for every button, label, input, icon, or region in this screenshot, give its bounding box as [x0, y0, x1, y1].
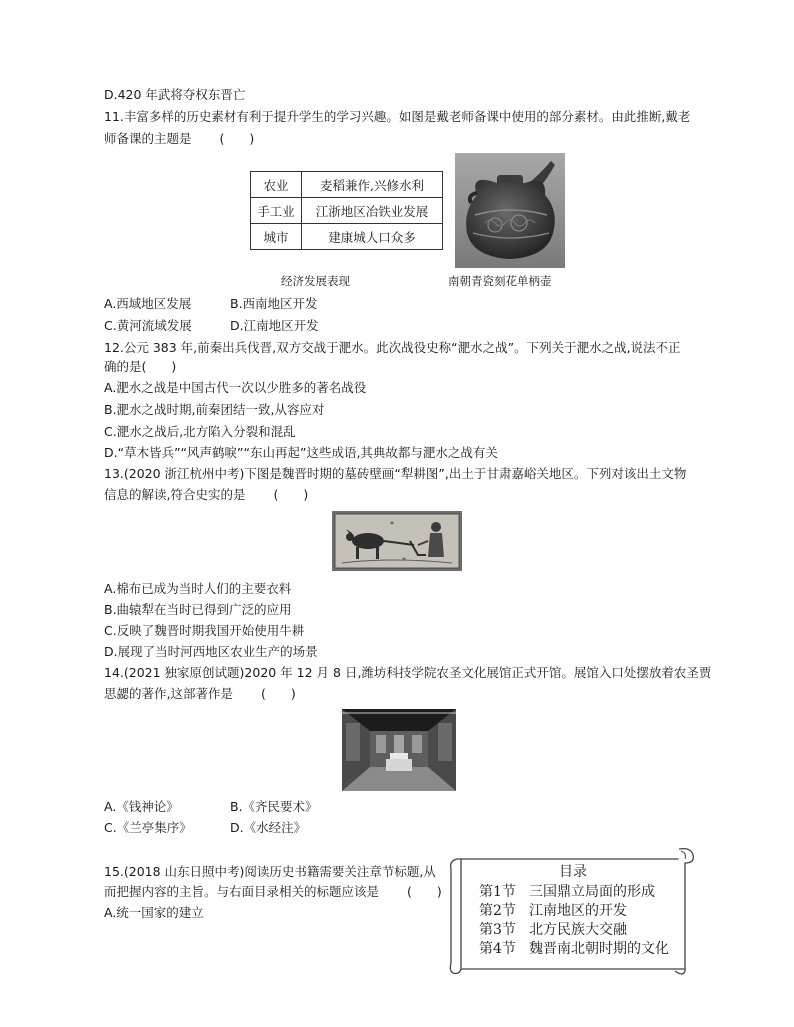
q14-stem-line2: 思勰的著作,这部著作是 ( ) [104, 686, 296, 701]
celadon-pot-image [455, 153, 565, 268]
table-cell-key: 城市 [251, 224, 302, 250]
q11-option-b: B.西南地区开发 [230, 296, 318, 311]
toc-item-title: 魏晋南北朝时期的文化 [529, 941, 669, 957]
q11-stem-line1: 11.丰富多样的历史素材有利于提升学生的学习兴趣。如图是戴老师备课中使用的部分素材。由此推断,戴老 [104, 109, 691, 124]
table-cell-value: 建康城人口众多 [302, 224, 443, 250]
toc-title: 目录 [559, 864, 587, 880]
q11-option-d: D.江南地区开发 [230, 318, 319, 333]
q13-option-b: B.曲辕犁在当时已得到广泛的应用 [104, 602, 292, 617]
q15-option-a: A.统一国家的建立 [104, 905, 204, 920]
toc-item-number: 第3节 [479, 922, 516, 938]
table-row [251, 224, 443, 250]
q15-stem-line2: 而把握内容的主旨。与右面目录相关的标题应该是 ( ) [104, 884, 442, 899]
q13-stem-line2: 信息的解读,符合史实的是 ( ) [104, 487, 309, 502]
exhibition-hall-image [342, 709, 456, 791]
q12-option-d: D.“草木皆兵”“风声鹤唳”“东山再起”这些成语,其典故都与淝水之战有关 [104, 445, 498, 460]
q14-option-b: B.《齐民要术》 [230, 799, 318, 814]
table-row [251, 198, 443, 224]
q11-option-a: A.西域地区发展 [104, 296, 192, 311]
q11-economy-table [250, 171, 443, 250]
q13-option-d: D.展现了当时河西地区农业生产的场景 [104, 644, 318, 659]
table-cell-key: 农业 [251, 172, 302, 198]
q10-option-d: D.420 年武将夺权东晋亡 [104, 87, 246, 102]
toc-item [479, 881, 655, 901]
q14-option-c: C.《兰亭集序》 [104, 820, 192, 835]
q11-option-c: C.黄河流域发展 [104, 318, 192, 333]
q13-option-c: C.反映了魏晋时期我国开始使用牛耕 [104, 623, 305, 638]
q14-option-a: A.《钱神论》 [104, 799, 179, 814]
toc-item-number: 第1节 [479, 884, 516, 900]
q14-stem-line1: 14.(2021 独家原创试题)2020 年 12 月 8 日,潍坊科技学院农圣文化展馆正式开馆。展馆入口处摆放着农圣贾 [104, 665, 712, 680]
plowing-mural-image [332, 511, 462, 571]
toc-content [461, 859, 685, 969]
q12-option-c: C.淝水之战后,北方陷入分裂和混乱 [104, 424, 296, 439]
q13-stem-line1: 13.(2020 浙江杭州中考)下图是魏晋时期的墓砖壁画“犁耕图”,出土于甘肃嘉峪关地区。下列对该出土文物 [104, 466, 687, 481]
q11-image-caption: 南朝青瓷刻花单柄壶 [448, 274, 552, 288]
q12-option-b: B.淝水之战时期,前秦团结一致,从容应对 [104, 402, 325, 417]
q12-stem-line1: 12.公元 383 年,前秦出兵伐晋,双方交战于淝水。此次战役史称“淝水之战”。下列关于淝水之战,说法不正 [104, 340, 681, 355]
q12-stem-line2: 确的是( ) [104, 359, 177, 374]
toc-item-title: 北方民族大交融 [529, 922, 627, 938]
toc-item [479, 900, 627, 920]
toc-item-number: 第4节 [479, 941, 516, 957]
table-row [251, 172, 443, 198]
q12-option-a: A.淝水之战是中国古代一次以少胜多的著名战役 [104, 380, 367, 395]
toc-item-title: 三国鼎立局面的形成 [529, 884, 655, 900]
toc-item [479, 938, 669, 958]
toc-scroll [447, 845, 699, 975]
q11-stem-line2: 师备课的主题是 ( ) [104, 131, 255, 146]
q14-option-d: D.《水经注》 [230, 820, 307, 835]
q13-option-a: A.棉布已成为当时人们的主要衣料 [104, 581, 292, 596]
table-cell-key: 手工业 [251, 198, 302, 224]
q15-stem-line1: 15.(2018 山东日照中考)阅读历史书籍需要关注章节标题,从 [104, 864, 436, 879]
q11-table-caption: 经济发展表现 [281, 274, 350, 288]
toc-item-number: 第2节 [479, 903, 516, 919]
table-cell-value: 江浙地区冶铁业发展 [302, 198, 443, 224]
table-cell-value: 麦稻兼作,兴修水利 [302, 172, 443, 198]
toc-item-title: 江南地区的开发 [529, 903, 627, 919]
toc-item [479, 919, 627, 939]
